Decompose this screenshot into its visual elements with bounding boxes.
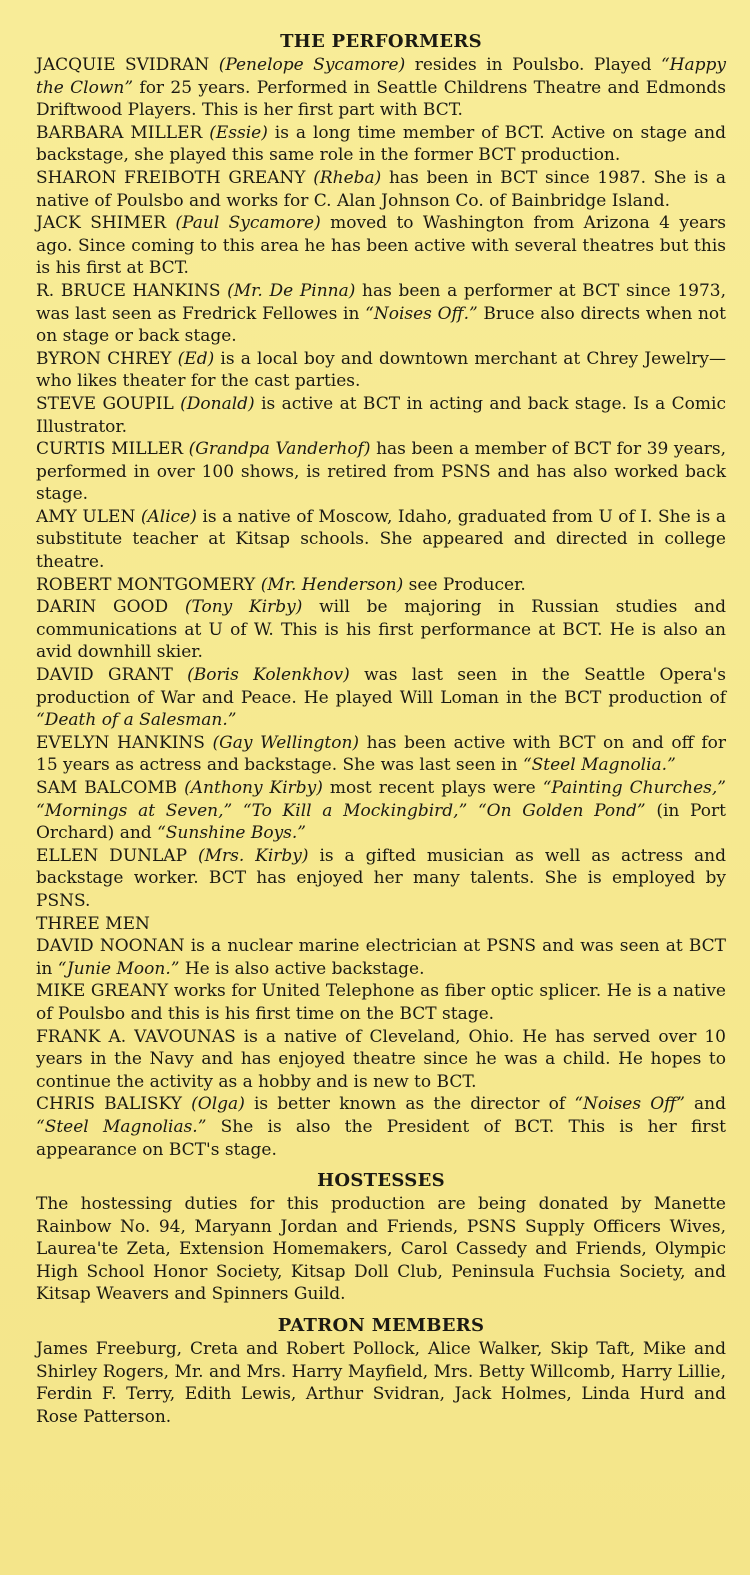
performer-entry xyxy=(36,664,726,732)
performer-italic-text: “Noises Off.” xyxy=(365,303,478,324)
performer-text: R. BRUCE HANKINS xyxy=(36,280,228,301)
performer-entry xyxy=(36,574,726,597)
performer-italic-text: “Junie Moon.” xyxy=(57,958,180,979)
performer-text: is a gifted musician as well as actress and backstage worker. BCT has enjoyed her many talents. She is employed by PSNS. xyxy=(36,845,726,911)
performer-italic-text: (Tony Kirby) xyxy=(184,597,303,618)
performer-text: He is also active backstage. xyxy=(179,958,425,979)
performer-entry xyxy=(36,732,726,777)
performer-italic-text: (Boris Kolenkhov) xyxy=(187,665,350,686)
performer-text: ELLEN DUNLAP xyxy=(36,845,198,866)
performer-text: most recent plays were xyxy=(322,778,543,798)
performer-entry xyxy=(36,506,726,574)
performer-text: for 25 years. Performed in Seattle Childrens Theatre and Edmonds Driftwood Players. This is her first part with BCT. xyxy=(36,77,726,121)
performers-heading: THE PERFORMERS xyxy=(280,31,482,52)
performer-entry xyxy=(36,54,726,122)
performer-text: Bruce also directs when not on stage or back stage. xyxy=(36,303,726,347)
performer-entry xyxy=(36,935,726,980)
performer-italic-text: (Mr. Henderson) xyxy=(260,574,404,595)
performer-text: has been in BCT since 1987. She is a native of Poulsbo and works for C. Alan Johnson Co. of Bainbridge Island. xyxy=(36,167,726,211)
performer-text: moved to Washington from Arizona 4 years ago. Since coming to this area he has been active with several theatres but this is his first at BCT. xyxy=(36,213,726,279)
performer-italic-text: “Steel Magnolia.” xyxy=(522,755,676,776)
performer-text: She is also the President of BCT. This is her first appearance on BCT's stage. xyxy=(36,1116,726,1160)
performer-entry xyxy=(36,777,726,845)
performer-text: was last seen in the Seattle Opera's production of War and Peace. He played Will Loman in the BCT production of xyxy=(36,665,726,708)
performer-italic-text: (Ed) xyxy=(177,348,215,369)
performer-italic-text: (Paul Sycamore) xyxy=(175,213,321,234)
program-content xyxy=(36,30,726,1428)
performer-text: is a native of Moscow, Idaho, graduated from U of I. She is a substitute teacher at Kitsap schools. She appeared and directed in college theatre. xyxy=(36,506,726,573)
performer-entry xyxy=(36,167,726,212)
performer-entry xyxy=(36,348,726,393)
performer-text: AMY ULEN xyxy=(36,506,141,527)
performer-italic-text: (Donald) xyxy=(180,393,255,414)
performer-italic-text: “Painting Churches,” “Mornings at Seven,” “To Kill a Mockingbird,” “On Golden Pond” xyxy=(36,778,727,821)
performer-text: DAVID GRANT xyxy=(36,665,188,686)
performer-entry xyxy=(36,845,726,913)
performer-text: BARBARA MILLER xyxy=(36,122,210,143)
performer-text: (in Port Orchard) and xyxy=(36,800,726,844)
patrons-text: James Freeburg, Creta and Robert Pollock, Alice Walker, Skip Taft, Mike and Shirley Rogers, Mr. and Mrs. Harry Mayfield, Mrs. Betty Willcomb, Harry Lillie, Ferdin F. Terry, Edith Lewis, Arthur Svidran, Jack Holmes, Linda Hurd and Rose Patterson. xyxy=(36,1339,726,1427)
performer-italic-text: (Rheba) xyxy=(313,167,382,188)
performer-text: is better known as the director of xyxy=(244,1094,575,1115)
performer-italic-text: (Penelope Sycamore) xyxy=(218,55,406,75)
hostesses-heading: HOSTESSES xyxy=(317,1170,445,1192)
performer-text: JACQUIE SVIDRAN xyxy=(36,55,219,75)
performer-text: THREE MEN xyxy=(36,913,150,934)
hostesses-text: The hostessing duties for this production are being donated by Manette Rainbow No. 94, Maryann Jordan and Friends, PSNS Supply Officers Wives, Laurea'te Zeta, Extension Homemakers, Carol Cassedy and Friends, Olympic High School Honor Society, Kitsap Doll Club, Peninsula Fuchsia Society, and Kitsap Weavers and Spinners Guild. xyxy=(36,1194,726,1305)
performer-text: STEVE GOUPIL xyxy=(36,393,181,414)
performer-italic-text: (Grandpa Vanderhof) xyxy=(188,439,371,460)
patrons-heading: PATRON MEMBERS xyxy=(277,1315,485,1337)
performer-text: and xyxy=(684,1094,727,1115)
performer-text: EVELYN HANKINS xyxy=(36,732,213,753)
performer-text: is a local boy and downtown merchant at Chrey Jewelry—who likes theater for the cast parties. xyxy=(36,348,726,392)
performer-italic-text: (Essie) xyxy=(209,122,268,143)
performer-text: DAVID NOONAN is a nuclear marine electrician at PSNS and was seen at BCT in xyxy=(36,936,726,979)
performer-entry xyxy=(36,438,726,506)
performer-text: is active at BCT in acting and back stage. Is a Comic Illustrator. xyxy=(36,393,726,437)
performer-text: ROBERT MONTGOMERY xyxy=(36,574,261,595)
performer-italic-text: (Anthony Kirby) xyxy=(184,778,323,798)
performer-text: will be majoring in Russian studies and communications at U of W. This is his first performance at BCT. He is also an avid downhill skier. xyxy=(36,597,726,663)
performer-text: CURTIS MILLER xyxy=(36,439,189,460)
performer-entry xyxy=(36,596,726,664)
performer-text: is a long time member of BCT. Active on stage and backstage, she played this same role in the former BCT production. xyxy=(36,122,726,166)
performer-text: resides in Poulsbo. Played xyxy=(405,55,661,75)
performer-text: has been active with BCT on and off for 15 years as actress and backstage. She was last seen in xyxy=(36,732,726,776)
performer-text: SHARON FREIBOTH GREANY xyxy=(36,167,314,188)
performer-text: CHRIS BALISKY xyxy=(36,1094,192,1115)
performer-entry xyxy=(36,280,726,348)
performer-entry xyxy=(36,212,726,280)
performer-text: JACK SHIMER xyxy=(36,213,176,234)
performer-text: has been a member of BCT for 39 years, performed in over 100 shows, is retired from PSNS and has also worked back stage. xyxy=(36,439,726,505)
performer-text: see Producer. xyxy=(403,574,526,595)
performer-entry xyxy=(36,1093,726,1161)
performer-italic-text: (Mrs. Kirby) xyxy=(197,845,309,866)
performer-entry xyxy=(36,913,726,936)
performer-text: SAM BALCOMB xyxy=(36,778,185,798)
performer-text: has been a performer at BCT since 1973, was last seen as Fredrick Fellowes in xyxy=(36,280,727,324)
performer-italic-text: (Mr. De Pinna) xyxy=(227,280,356,301)
performer-italic-text: “Death of a Salesman.” xyxy=(36,710,237,731)
performer-text: FRANK A. VAVOUNAS is a native of Cleveland, Ohio. He has served over 10 years in the Navy and has enjoyed theatre since he was a child. He hopes to continue the activity as a hobby and is new to BCT. xyxy=(36,1026,726,1092)
performers-list xyxy=(36,54,726,1161)
performer-italic-text: “Steel Magnolias.” xyxy=(36,1116,207,1137)
performer-italic-text: “Happy the Clown” xyxy=(36,55,726,98)
performer-entry xyxy=(36,1026,726,1094)
performer-entry xyxy=(36,122,726,167)
performer-entry xyxy=(36,393,726,438)
performer-text: DARIN GOOD xyxy=(36,597,185,618)
performer-text: MIKE GREANY works for United Telephone as fiber optic splicer. He is a native of Poulsbo and this is his first time on the BCT stage. xyxy=(36,981,726,1024)
performer-italic-text: (Gay Wellington) xyxy=(212,732,360,753)
performer-italic-text: “Sunshine Boys.” xyxy=(157,823,307,844)
performer-italic-text: (Olga) xyxy=(191,1094,245,1115)
performer-italic-text: (Alice) xyxy=(140,506,197,527)
performer-entry xyxy=(36,980,726,1025)
performer-text: BYRON CHREY xyxy=(36,348,178,369)
performer-italic-text: “Noises Off” xyxy=(574,1094,685,1115)
